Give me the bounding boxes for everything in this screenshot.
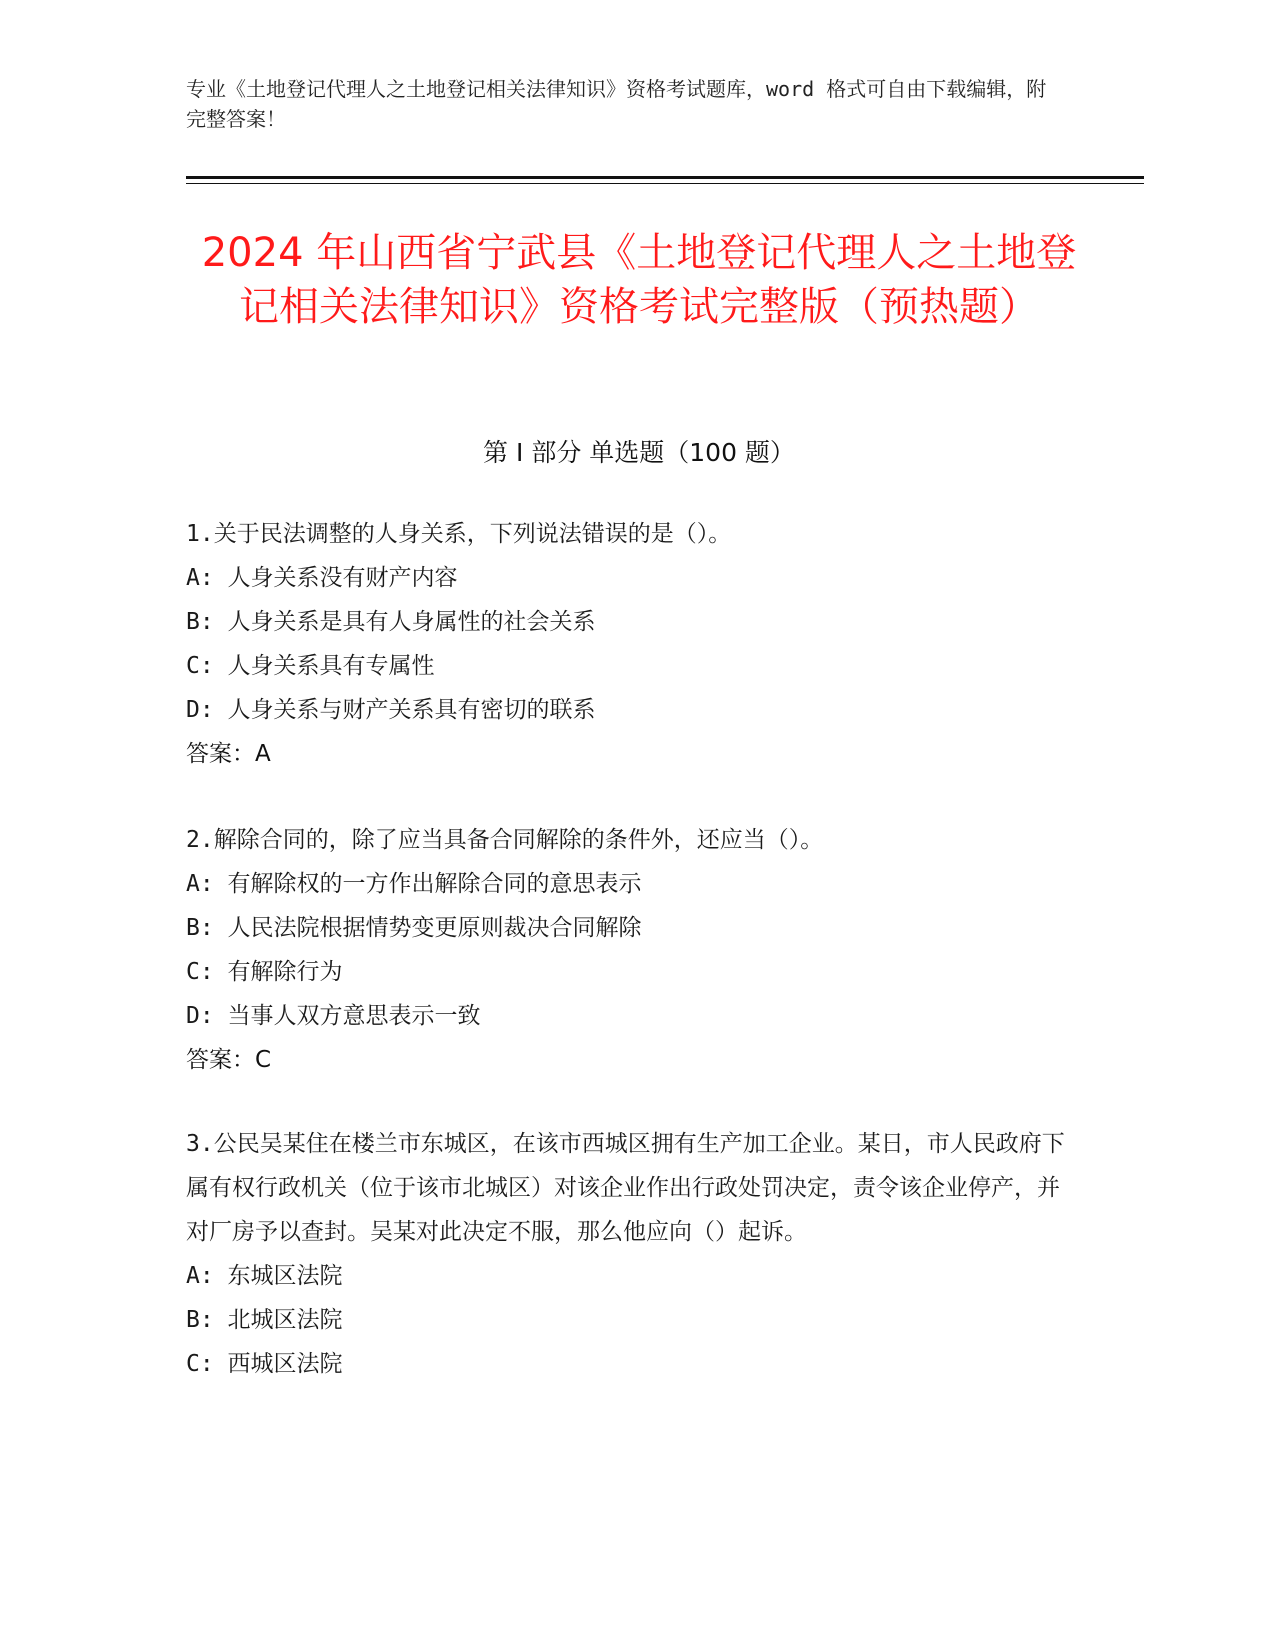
- option-b: B: 人民法院根据情势变更原则裁决合同解除: [186, 915, 642, 941]
- question-stem: 2.解除合同的，除了应当具备合同解除的条件外，还应当（）。: [186, 827, 824, 853]
- header-divider-thick: [186, 176, 1144, 179]
- section-heading: 第 I 部分 单选题（100 题）: [483, 438, 795, 467]
- option-a: A: 有解除权的一方作出解除合同的意思表示: [186, 871, 642, 897]
- option-d: D: 当事人双方意思表示一致: [186, 1003, 481, 1029]
- question-1: [186, 512, 1066, 776]
- answer: 答案：A: [186, 741, 271, 767]
- question-2: [186, 818, 1066, 1082]
- option-c: C: 人身关系具有专属性: [186, 653, 435, 679]
- question-stem: 3.公民吴某住在楼兰市东城区，在该市西城区拥有生产加工企业。某日，市人民政府下属有权行政机关（位于该市北城区）对该企业作出行政处罚决定，责令该企业停产，并对厂房予以查封。吴某对此决定不服，那么他应向（）起诉。: [186, 1131, 1065, 1245]
- header-note: 专业《土地登记代理人之土地登记相关法律知识》资格考试题库，word 格式可自由下载编辑，附完整答案！: [186, 77, 1047, 131]
- answer: 答案：C: [186, 1047, 272, 1073]
- question-3: [186, 1122, 1066, 1386]
- option-d: D: 人身关系与财产关系具有密切的联系: [186, 697, 596, 723]
- option-c: C: 西城区法院: [186, 1351, 343, 1377]
- option-a: A: 东城区法院: [186, 1263, 343, 1289]
- document-title: 2024 年山西省宁武县《土地登记代理人之土地登记相关法律知识》资格考试完整版（预热题）: [201, 230, 1077, 330]
- option-b: B: 北城区法院: [186, 1307, 343, 1333]
- header-divider-thin: [186, 183, 1144, 184]
- question-stem: 1.关于民法调整的人身关系，下列说法错误的是（）。: [186, 521, 732, 547]
- option-b: B: 人身关系是具有人身属性的社会关系: [186, 609, 596, 635]
- option-a: A: 人身关系没有财产内容: [186, 565, 458, 591]
- option-c: C: 有解除行为: [186, 959, 343, 985]
